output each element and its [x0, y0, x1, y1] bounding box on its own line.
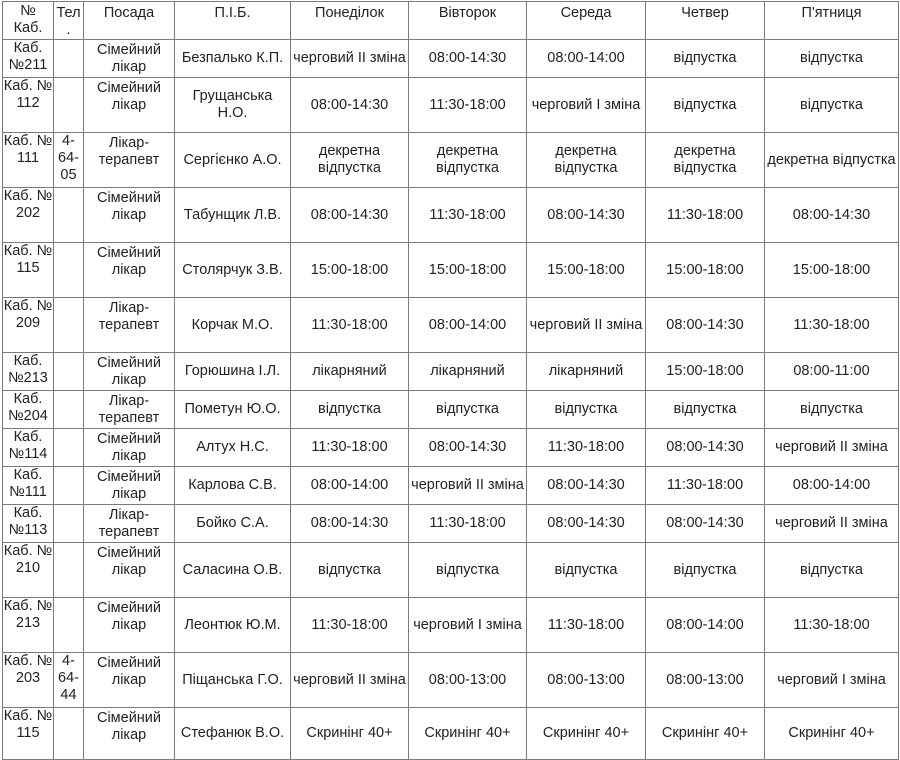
name-cell: Карлова С.В. — [175, 467, 291, 505]
tuesday-cell: 08:00-14:00 — [409, 298, 527, 353]
thursday-cell: 15:00-18:00 — [646, 243, 765, 298]
table-row — [3, 653, 899, 708]
wednesday-cell: лікарняний — [527, 353, 646, 391]
table-row — [3, 243, 899, 298]
position-cell: Сімейний лікар — [84, 543, 175, 598]
monday-cell: 08:00-14:30 — [291, 188, 409, 243]
tuesday-cell: черговий ІІ зміна — [409, 467, 527, 505]
room-cell: Каб. № 202 — [3, 188, 54, 243]
position-cell: Лікар-терапевт — [84, 133, 175, 188]
tuesday-cell: 08:00-14:30 — [409, 40, 527, 78]
table-row — [3, 598, 899, 653]
friday-cell: 11:30-18:00 — [765, 598, 899, 653]
name-cell: Безпалько К.П. — [175, 40, 291, 78]
room-cell: Каб. №204 — [3, 391, 54, 429]
name-cell: Алтух Н.С. — [175, 429, 291, 467]
table-row — [3, 40, 899, 78]
friday-cell: 08:00-14:30 — [765, 188, 899, 243]
position-cell: Сімейний лікар — [84, 708, 175, 760]
monday-cell: 08:00-14:30 — [291, 505, 409, 543]
monday-cell: лікарняний — [291, 353, 409, 391]
friday-cell: 08:00-14:00 — [765, 467, 899, 505]
friday-cell: відпустка — [765, 543, 899, 598]
friday-cell: 08:00-11:00 — [765, 353, 899, 391]
monday-cell: відпустка — [291, 391, 409, 429]
header-room: № Каб. — [3, 2, 54, 40]
room-cell: Каб. № 213 — [3, 598, 54, 653]
name-cell: Піщанська Г.О. — [175, 653, 291, 708]
name-cell: Стефанюк В.О. — [175, 708, 291, 760]
wednesday-cell: 11:30-18:00 — [527, 429, 646, 467]
header-position: Посада — [84, 2, 175, 40]
thursday-cell: відпустка — [646, 40, 765, 78]
position-cell: Лікар-терапевт — [84, 391, 175, 429]
position-cell: Сімейний лікар — [84, 353, 175, 391]
thursday-cell: 08:00-14:30 — [646, 429, 765, 467]
wednesday-cell: 08:00-14:00 — [527, 40, 646, 78]
phone-cell — [54, 188, 84, 243]
wednesday-cell: 15:00-18:00 — [527, 243, 646, 298]
thursday-cell: 11:30-18:00 — [646, 467, 765, 505]
room-cell: Каб. №113 — [3, 505, 54, 543]
thursday-cell: 08:00-14:30 — [646, 505, 765, 543]
room-cell: Каб. № 115 — [3, 243, 54, 298]
name-cell: Пометун Ю.О. — [175, 391, 291, 429]
monday-cell: відпустка — [291, 543, 409, 598]
position-cell: Сімейний лікар — [84, 243, 175, 298]
thursday-cell: відпустка — [646, 543, 765, 598]
room-cell: Каб. №213 — [3, 353, 54, 391]
friday-cell: Скринінг 40+ — [765, 708, 899, 760]
phone-cell — [54, 40, 84, 78]
room-cell: Каб. № 112 — [3, 78, 54, 133]
position-cell: Сімейний лікар — [84, 598, 175, 653]
wednesday-cell: черговий ІІ зміна — [527, 298, 646, 353]
wednesday-cell: декретна відпустка — [527, 133, 646, 188]
thursday-cell: 08:00-14:00 — [646, 598, 765, 653]
wednesday-cell: черговий І зміна — [527, 78, 646, 133]
tuesday-cell: 11:30-18:00 — [409, 188, 527, 243]
friday-cell: декретна відпустка — [765, 133, 899, 188]
friday-cell: черговий ІІ зміна — [765, 429, 899, 467]
name-cell: Саласина О.В. — [175, 543, 291, 598]
wednesday-cell: відпустка — [527, 543, 646, 598]
tuesday-cell: черговий І зміна — [409, 598, 527, 653]
phone-cell — [54, 543, 84, 598]
header-wednesday: Середа — [527, 2, 646, 40]
header-monday: Понеділок — [291, 2, 409, 40]
header-friday: П'ятниця — [765, 2, 899, 40]
tuesday-cell: 11:30-18:00 — [409, 505, 527, 543]
monday-cell: 15:00-18:00 — [291, 243, 409, 298]
thursday-cell: 08:00-14:30 — [646, 298, 765, 353]
tuesday-cell: 08:00-14:30 — [409, 429, 527, 467]
name-cell: Столярчук З.В. — [175, 243, 291, 298]
thursday-cell: Скринінг 40+ — [646, 708, 765, 760]
table-row — [3, 708, 899, 760]
thursday-cell: відпустка — [646, 78, 765, 133]
table-row — [3, 78, 899, 133]
monday-cell: 11:30-18:00 — [291, 598, 409, 653]
room-cell: Каб. № 209 — [3, 298, 54, 353]
tuesday-cell: декретна відпустка — [409, 133, 527, 188]
phone-cell — [54, 391, 84, 429]
name-cell: Леонтюк Ю.М. — [175, 598, 291, 653]
name-cell: Бойко С.А. — [175, 505, 291, 543]
phone-cell — [54, 505, 84, 543]
tuesday-cell: відпустка — [409, 391, 527, 429]
position-cell: Сімейний лікар — [84, 78, 175, 133]
monday-cell: 08:00-14:00 — [291, 467, 409, 505]
table-row — [3, 391, 899, 429]
monday-cell: черговий ІІ зміна — [291, 653, 409, 708]
tuesday-cell: Скринінг 40+ — [409, 708, 527, 760]
phone-cell — [54, 353, 84, 391]
thursday-cell: 11:30-18:00 — [646, 188, 765, 243]
name-cell: Горюшина І.Л. — [175, 353, 291, 391]
header-name: П.І.Б. — [175, 2, 291, 40]
wednesday-cell: Скринінг 40+ — [527, 708, 646, 760]
monday-cell: черговий ІІ зміна — [291, 40, 409, 78]
wednesday-cell: 11:30-18:00 — [527, 598, 646, 653]
header-thursday: Четвер — [646, 2, 765, 40]
phone-cell: 4-64-05 — [54, 133, 84, 188]
wednesday-cell: 08:00-13:00 — [527, 653, 646, 708]
friday-cell: черговий І зміна — [765, 653, 899, 708]
thursday-cell: 08:00-13:00 — [646, 653, 765, 708]
phone-cell — [54, 243, 84, 298]
tuesday-cell: лікарняний — [409, 353, 527, 391]
monday-cell: 11:30-18:00 — [291, 429, 409, 467]
friday-cell: 11:30-18:00 — [765, 298, 899, 353]
tuesday-cell: відпустка — [409, 543, 527, 598]
room-cell: Каб. №211 — [3, 40, 54, 78]
room-cell: Каб. № 203 — [3, 653, 54, 708]
wednesday-cell: відпустка — [527, 391, 646, 429]
friday-cell: відпустка — [765, 391, 899, 429]
friday-cell: відпустка — [765, 40, 899, 78]
position-cell: Сімейний лікар — [84, 653, 175, 708]
table-row — [3, 429, 899, 467]
phone-cell — [54, 598, 84, 653]
thursday-cell: 15:00-18:00 — [646, 353, 765, 391]
wednesday-cell: 08:00-14:30 — [527, 188, 646, 243]
position-cell: Лікар-терапевт — [84, 298, 175, 353]
thursday-cell: декретна відпустка — [646, 133, 765, 188]
phone-cell — [54, 429, 84, 467]
friday-cell: черговий ІІ зміна — [765, 505, 899, 543]
phone-cell — [54, 298, 84, 353]
table-row — [3, 188, 899, 243]
monday-cell: 11:30-18:00 — [291, 298, 409, 353]
name-cell: Табунщик Л.В. — [175, 188, 291, 243]
phone-cell — [54, 467, 84, 505]
monday-cell: Скринінг 40+ — [291, 708, 409, 760]
position-cell: Сімейний лікар — [84, 467, 175, 505]
position-cell: Сімейний лікар — [84, 40, 175, 78]
friday-cell: відпустка — [765, 78, 899, 133]
room-cell: Каб. № 210 — [3, 543, 54, 598]
monday-cell: декретна відпустка — [291, 133, 409, 188]
tuesday-cell: 08:00-13:00 — [409, 653, 527, 708]
header-phone: Тел. — [54, 2, 84, 40]
table-row — [3, 133, 899, 188]
position-cell: Лікар-терапевт — [84, 505, 175, 543]
name-cell: Корчак М.О. — [175, 298, 291, 353]
position-cell: Сімейний лікар — [84, 429, 175, 467]
wednesday-cell: 08:00-14:30 — [527, 505, 646, 543]
phone-cell — [54, 78, 84, 133]
monday-cell: 08:00-14:30 — [291, 78, 409, 133]
tuesday-cell: 11:30-18:00 — [409, 78, 527, 133]
doctor-schedule-table — [2, 1, 899, 760]
wednesday-cell: 08:00-14:30 — [527, 467, 646, 505]
name-cell: Грущанська Н.О. — [175, 78, 291, 133]
room-cell: Каб. № 111 — [3, 133, 54, 188]
phone-cell: 4-64-44 — [54, 653, 84, 708]
name-cell: Сергієнко А.О. — [175, 133, 291, 188]
header-row — [3, 2, 899, 40]
room-cell: Каб. № 115 — [3, 708, 54, 760]
position-cell: Сімейний лікар — [84, 188, 175, 243]
room-cell: Каб. №111 — [3, 467, 54, 505]
friday-cell: 15:00-18:00 — [765, 243, 899, 298]
header-tuesday: Вівторок — [409, 2, 527, 40]
table-row — [3, 467, 899, 505]
table-row — [3, 543, 899, 598]
table-row — [3, 298, 899, 353]
phone-cell — [54, 708, 84, 760]
thursday-cell: відпустка — [646, 391, 765, 429]
table-row — [3, 505, 899, 543]
room-cell: Каб. №114 — [3, 429, 54, 467]
table-row — [3, 353, 899, 391]
tuesday-cell: 15:00-18:00 — [409, 243, 527, 298]
